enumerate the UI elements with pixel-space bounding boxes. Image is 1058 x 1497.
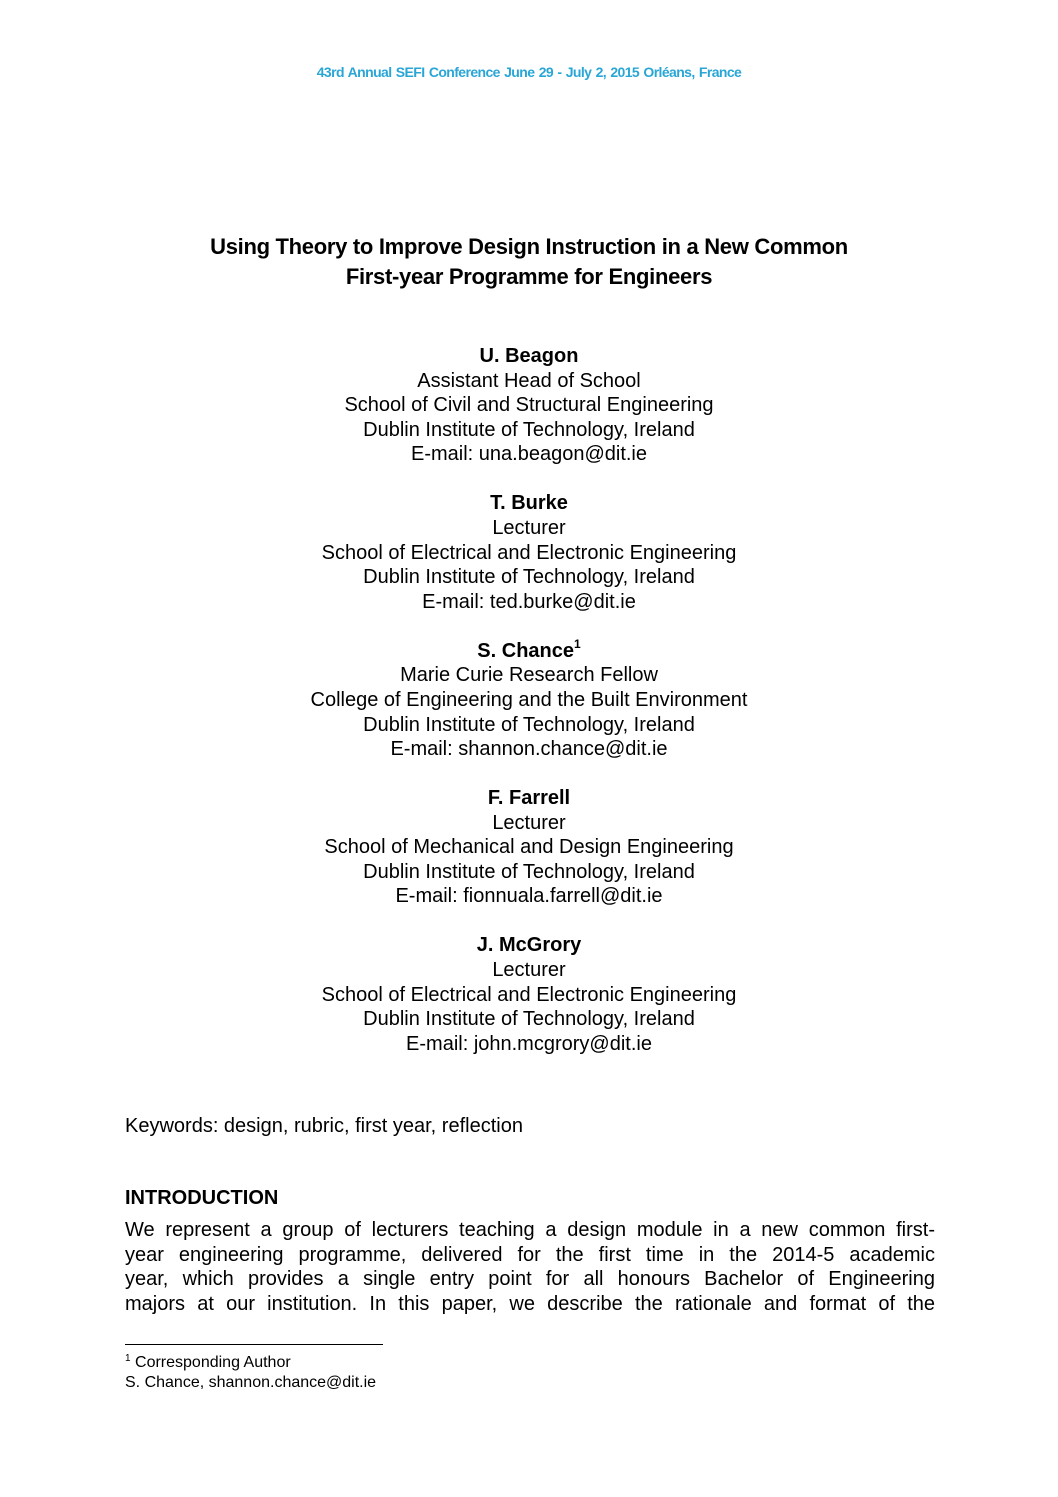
- keywords: Keywords: design, rubric, first year, reflection: [125, 1115, 523, 1137]
- paragraph-line: year engineering programme, delivered for the first time in the 2014-5 academic: [125, 1243, 935, 1266]
- author-name-text: J. McGrory: [476, 934, 582, 957]
- author-institution: Dublin Institute of Technology, Ireland: [363, 860, 695, 883]
- footnote-marker[interactable]: 1: [574, 636, 581, 651]
- footnote-text: Corresponding Author: [130, 1354, 291, 1371]
- author-school: School of Mechanical and Design Engineering: [324, 836, 734, 859]
- author-name-text: T. Burke: [490, 492, 568, 515]
- author-email: E-mail: fionnuala.farrell@dit.ie: [395, 885, 663, 908]
- author-name: [0, 933, 1058, 958]
- author-school: School of Electrical and Electronic Engineering: [321, 541, 737, 564]
- conference-header: 43rd Annual SEFI Conference June 29 - July 2, 2015 Orléans, France: [316, 64, 742, 80]
- author-email: E-mail: ted.burke@dit.ie: [422, 590, 636, 613]
- author-name: [0, 491, 1058, 516]
- author-role: Marie Curie Research Fellow: [400, 664, 658, 687]
- author-email: E-mail: shannon.chance@dit.ie: [390, 738, 668, 761]
- footnote-number: 1: [125, 1353, 131, 1364]
- paper-title: [80, 232, 978, 292]
- footnote-divider: [125, 1344, 383, 1345]
- author-email: E-mail: john.mcgrory@dit.ie: [406, 1032, 652, 1055]
- author-role: Lecturer: [492, 516, 566, 539]
- author-school: School of Civil and Structural Engineering: [344, 394, 714, 417]
- footnote: [125, 1353, 376, 1393]
- author-name: [0, 344, 1058, 369]
- author-school: College of Engineering and the Built Environment: [310, 688, 748, 711]
- author-block: [0, 344, 1058, 467]
- paragraph-line: We represent a group of lecturers teaching a design module in a new common first-: [125, 1219, 935, 1241]
- author-institution: Dublin Institute of Technology, Ireland: [363, 1008, 695, 1031]
- author-institution: Dublin Institute of Technology, Ireland: [363, 713, 695, 736]
- author-email: E-mail: una.beagon@dit.ie: [411, 443, 647, 466]
- section-heading-introduction: INTRODUCTION: [125, 1187, 279, 1209]
- author-block: [0, 491, 1058, 614]
- author-role: Lecturer: [492, 959, 566, 982]
- author-name: [0, 636, 1058, 664]
- author-name: [0, 786, 1058, 811]
- author-block: [0, 636, 1058, 762]
- introduction-paragraph: [125, 1218, 935, 1317]
- footnote-line-1: [125, 1353, 376, 1373]
- author-name-text: U. Beagon: [479, 345, 579, 367]
- author-block: [0, 786, 1058, 909]
- author-name-text: S. Chance: [477, 639, 574, 662]
- paragraph-line: year, which provides a single entry point for all honours Bachelor of Engineering: [125, 1268, 935, 1291]
- author-name-text: F. Farrell: [487, 787, 571, 810]
- author-institution: Dublin Institute of Technology, Ireland: [363, 566, 695, 589]
- author-role: Lecturer: [492, 811, 566, 834]
- author-school: School of Electrical and Electronic Engineering: [321, 983, 737, 1006]
- author-role: Assistant Head of School: [417, 369, 641, 392]
- paper-title-line-1: Using Theory to Improve Design Instruction in a New Common: [210, 234, 848, 259]
- author-block: [0, 933, 1058, 1056]
- paragraph-line: majors at our institution. In this paper, we describe the rationale and format of the: [125, 1293, 935, 1316]
- author-list: [0, 344, 1058, 1081]
- author-institution: Dublin Institute of Technology, Ireland: [363, 418, 695, 441]
- footnote-line-2: S. Chance, shannon.chance@dit.ie: [125, 1374, 377, 1391]
- paper-title-line-2: First-year Programme for Engineers: [345, 264, 713, 289]
